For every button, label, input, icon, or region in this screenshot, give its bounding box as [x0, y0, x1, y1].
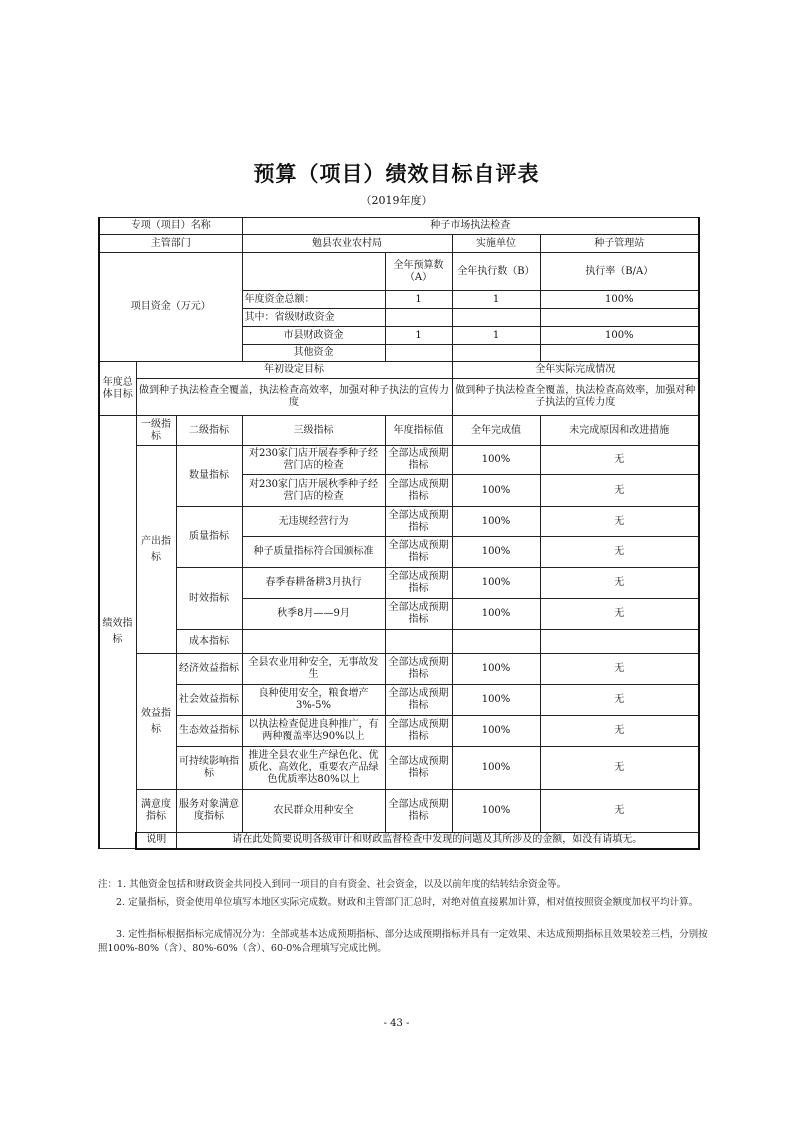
target-cell: 全部达成预期指标 — [385, 568, 452, 599]
fund-row-exec — [452, 309, 540, 327]
unit-value: 种子管理站 — [540, 235, 699, 253]
dept-value: 勉县农业农村局 — [242, 235, 452, 253]
fund-row-exec: 1 — [452, 291, 540, 309]
footnote-3: 3. 定性指标根据指标完成情况分为：全部或基本达成预期指标、部分达成预期指标并具有一定效果、未达成预期指标且效果较差三档，分别按照100%-80%（含）、80%-60%（含）、60-0%合理填写完成比例。 — [98, 929, 708, 954]
col-budget-header: 全年预算数（A） — [385, 253, 452, 291]
fund-row-rate: 100% — [540, 291, 699, 309]
level3-cell: 无违规经营行为 — [242, 507, 385, 537]
target-cell: 全部达成预期指标 — [385, 507, 452, 537]
goal-set-header: 年初设定目标 — [136, 362, 452, 379]
done-cell: 100% — [452, 507, 540, 537]
target-cell: 全部达成预期指标 — [385, 446, 452, 475]
target-cell: 全部达成预期指标 — [385, 599, 452, 630]
reason-cell: 无 — [540, 716, 699, 747]
reason-cell: 无 — [540, 747, 699, 790]
done-cell: 100% — [452, 537, 540, 568]
target-cell: 全部达成预期指标 — [385, 685, 452, 716]
reason-cell: 无 — [540, 790, 699, 833]
done-cell — [452, 630, 540, 654]
target-cell: 全部达成预期指标 — [385, 716, 452, 747]
level3-cell: 春季春耕备耕3月执行 — [242, 568, 385, 599]
done-cell: 100% — [452, 599, 540, 630]
fund-row-budget: 1 — [385, 291, 452, 309]
satisfaction-indicators-label: 满意度指标 — [136, 790, 176, 833]
goal-actual-text: 做到种子执法检查全覆盖，执法检查高效率，加强对种子执法的宣传力度 — [452, 379, 699, 416]
fund-row-budget — [385, 309, 452, 327]
target-cell — [385, 630, 452, 654]
col-rate-header: 执行率（B/A） — [540, 253, 699, 291]
reason-cell: 无 — [540, 599, 699, 630]
reason-cell: 无 — [540, 568, 699, 599]
reason-cell: 无 — [540, 654, 699, 685]
target-cell: 全部达成预期指标 — [385, 475, 452, 507]
done-cell: 100% — [452, 747, 540, 790]
reason-header: 未完成原因和改进措施 — [540, 416, 699, 446]
reason-cell — [540, 630, 699, 654]
fund-row-label: 其他资金 — [242, 345, 385, 362]
unit-label: 实施单位 — [452, 235, 540, 253]
fund-row-exec — [452, 345, 540, 362]
done-cell: 100% — [452, 790, 540, 833]
quality-indicator-label: 质量指标 — [176, 507, 242, 568]
footnote-2: 2. 定量指标，资金使用单位填写本地区实际完成数。财政和主管部门汇总时，对绝对值直接累加计算，相对值按照资金额度加权平均计算。 — [116, 897, 699, 908]
level3-cell: 秋季8月——9月 — [242, 599, 385, 630]
fund-row-budget: 1 — [385, 327, 452, 345]
funds-label: 项目资金（万元） — [99, 253, 242, 362]
done-cell: 100% — [452, 568, 540, 599]
done-header: 全年完成值 — [452, 416, 540, 446]
level3-cell: 种子质量指标符合国颁标准 — [242, 537, 385, 568]
done-cell: 100% — [452, 475, 540, 507]
funds-corner-cell — [242, 253, 385, 291]
level3-cell: 推进全县农业生产绿色化、优质化、高效化，重要农产品绿色优质率达80%以上 — [242, 747, 385, 790]
reason-cell: 无 — [540, 475, 699, 507]
target-cell: 全部达成预期指标 — [385, 654, 452, 685]
social-benefit-label: 社会效益指标 — [176, 685, 242, 716]
project-name-label: 专项（项目）名称 — [99, 218, 242, 235]
reason-cell: 无 — [540, 685, 699, 716]
fund-row-budget — [385, 345, 452, 362]
note-label: 说明 — [136, 833, 176, 849]
level3-cell: 对230家门店开展春季种子经营门店的检查 — [242, 446, 385, 475]
dept-label: 主管部门 — [99, 235, 242, 253]
level3-cell: 以执法检查促进良种推广，有两种覆盖率达90%以上 — [242, 716, 385, 747]
target-header: 年度指标值 — [385, 416, 452, 446]
reason-cell: 无 — [540, 446, 699, 475]
level3-cell — [242, 630, 385, 654]
target-cell: 全部达成预期指标 — [385, 790, 452, 833]
fund-row-label: 年度资金总额： — [242, 291, 385, 309]
level3-cell: 全县农业用种安全，无事故发生 — [242, 654, 385, 685]
done-cell: 100% — [452, 654, 540, 685]
page-number: - 43 - — [383, 1018, 410, 1029]
goal-actual-header: 全年实际完成情况 — [452, 362, 699, 379]
level3-cell: 良种使用安全，粮食增产3%-5% — [242, 685, 385, 716]
benefit-indicators-label: 效益指标 — [136, 654, 176, 790]
timeliness-indicator-label: 时效指标 — [176, 568, 242, 630]
self-evaluation-table — [98, 217, 700, 850]
year-subtitle: （2019年度） — [360, 194, 433, 207]
footnote-1: 注：1. 其他资金包括和财政资金共同投入到同一项目的自有资金、社会资金，以及以前年度的结转结余资金等。 — [98, 879, 567, 890]
quantity-indicator-label: 数量指标 — [176, 446, 242, 507]
target-cell: 全部达成预期指标 — [385, 537, 452, 568]
col-exec-header: 全年执行数（B） — [452, 253, 540, 291]
ecological-benefit-label: 生态效益指标 — [176, 716, 242, 747]
output-indicators-label: 产出指标 — [136, 446, 176, 654]
level1-header: 一级指标 — [136, 416, 176, 446]
page-title: 预算（项目）绩效目标自评表 — [253, 161, 540, 186]
cost-indicator-label: 成本指标 — [176, 630, 242, 654]
level3-header: 三级指标 — [242, 416, 385, 446]
service-satisfaction-label: 服务对象满意度指标 — [176, 790, 242, 833]
goal-set-text: 做到种子执法检查全覆盖，执法检查高效率，加强对种子执法的宣传力度 — [136, 379, 452, 416]
level3-cell: 农民群众用种安全 — [242, 790, 385, 833]
fund-row-label: 市县财政资金 — [242, 327, 385, 345]
fund-row-rate: 100% — [540, 327, 699, 345]
sustainable-impact-label: 可持续影响指标 — [176, 747, 242, 790]
fund-row-rate — [540, 309, 699, 327]
fund-row-label: 其中：省级财政资金 — [242, 309, 385, 327]
done-cell: 100% — [452, 685, 540, 716]
project-name-value: 种子市场执法检查 — [242, 218, 699, 235]
reason-cell: 无 — [540, 537, 699, 568]
reason-cell: 无 — [540, 507, 699, 537]
note-text: 请在此处简要说明各级审计和财政监督检查中发现的问题及其所涉及的金额，如没有请填无。 — [176, 833, 699, 849]
level3-cell: 对230家门店开展秋季种子经营门店的检查 — [242, 475, 385, 507]
performance-indicators-label: 绩效指标 — [99, 416, 136, 849]
economic-benefit-label: 经济效益指标 — [176, 654, 242, 685]
fund-row-exec: 1 — [452, 327, 540, 345]
target-cell: 全部达成预期指标 — [385, 747, 452, 790]
done-cell: 100% — [452, 716, 540, 747]
annual-goal-label: 年度总体目标 — [99, 362, 136, 416]
done-cell: 100% — [452, 446, 540, 475]
level2-header: 二级指标 — [176, 416, 242, 446]
fund-row-rate — [540, 345, 699, 362]
